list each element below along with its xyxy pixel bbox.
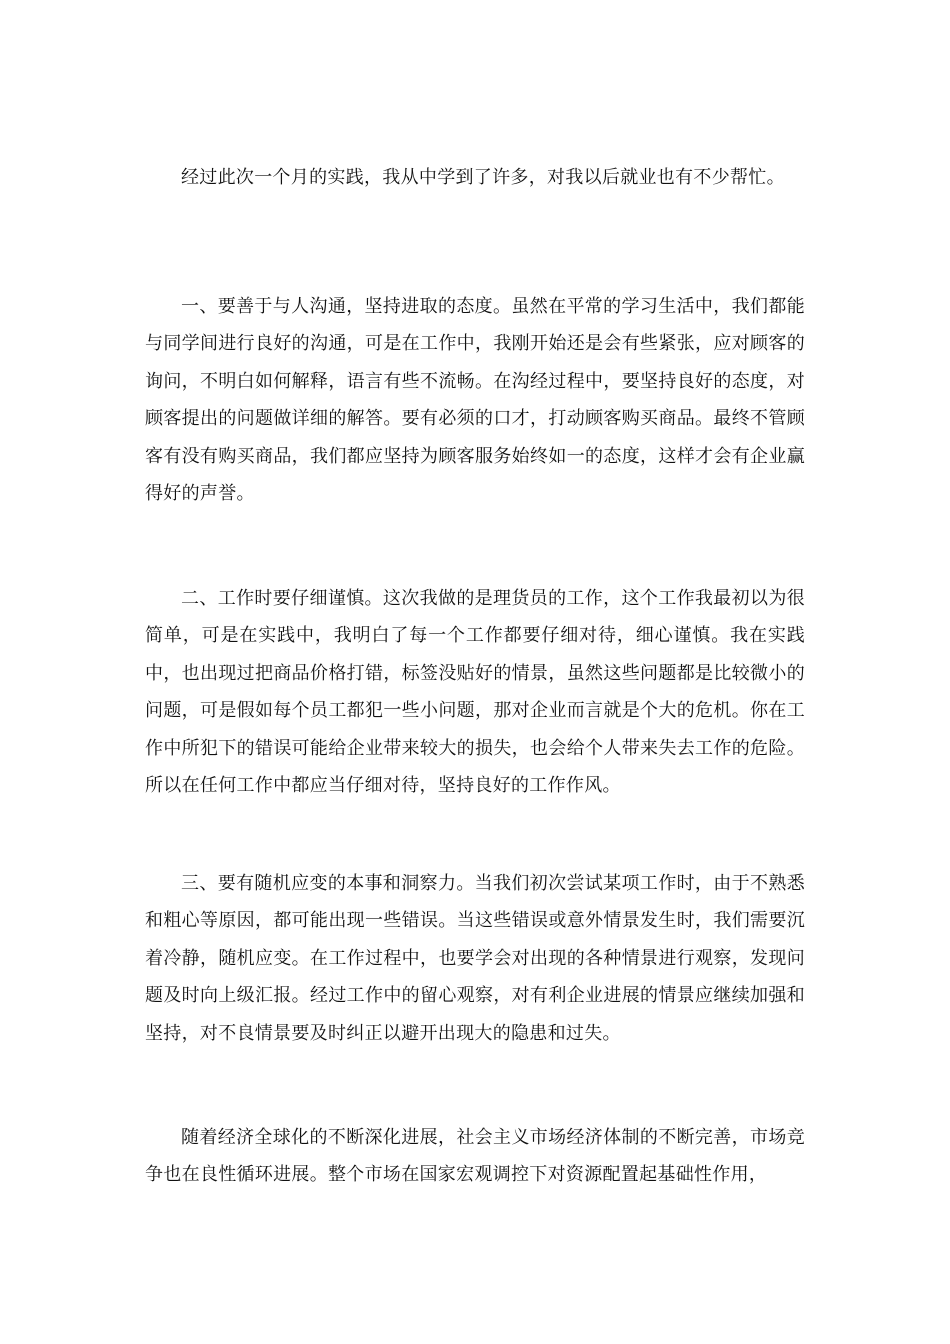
paragraph-market: 随着经济全球化的不断深化进展，社会主义市场经济体制的不断完善，市场竞争也在良性循环进展。整个市场在国家宏观调控下对资源配置起基础性作用，: [145, 1127, 805, 1186]
paragraph-carefulness: 二、工作时要仔细谨慎。这次我做的是理货员的工作，这个工作我最初以为很简单，可是在实践中，我明白了每一个工作都要仔细对待，细心谨慎。我在实践中，也出现过把商品价格打错，标签没贴好的情景，虽然这些问题都是比较微小的问题，可是假如每个员工都犯一些小问题，那对企业而言就是个大的危机。你在工作中所犯下的错误可能给企业带来较大的损失，也会给个人带来失去工作的危险。所以在任何工作中都应当仔细对待，坚持良好的工作作风。: [145, 588, 805, 797]
paragraph-communication: 一、要善于与人沟通，坚持进取的态度。虽然在平常的学习生活中，我们都能与同学间进行良好的沟通，可是在工作中，我刚开始还是会有些紧张，应对顾客的询问，不明白如何解释，语言有些不流畅。在沟经过程中，要坚持良好的态度，对顾客提出的问题做详细的解答。要有必须的口才，打动顾客购买商品。最终不管顾客有没有购买商品，我们都应坚持为顾客服务始终如一的态度，这样才会有企业赢得好的声誉。: [145, 296, 805, 505]
paragraph-intro: 经过此次一个月的实践，我从中学到了许多，对我以后就业也有不少帮忙。: [181, 167, 785, 188]
paragraph-adaptability: 三、要有随机应变的本事和洞察力。当我们初次尝试某项工作时，由于不熟悉和粗心等原因，都可能出现一些错误。当这些错误或意外情景发生时，我们需要沉着冷静，随机应变。在工作过程中，也要学会对出现的各种情景进行观察，发现问题及时向上级汇报。经过工作中的留心观察，对有利企业进展的情景应继续加强和坚持，对不良情景要及时纠正以避开出现大的隐患和过失。: [145, 873, 805, 1044]
